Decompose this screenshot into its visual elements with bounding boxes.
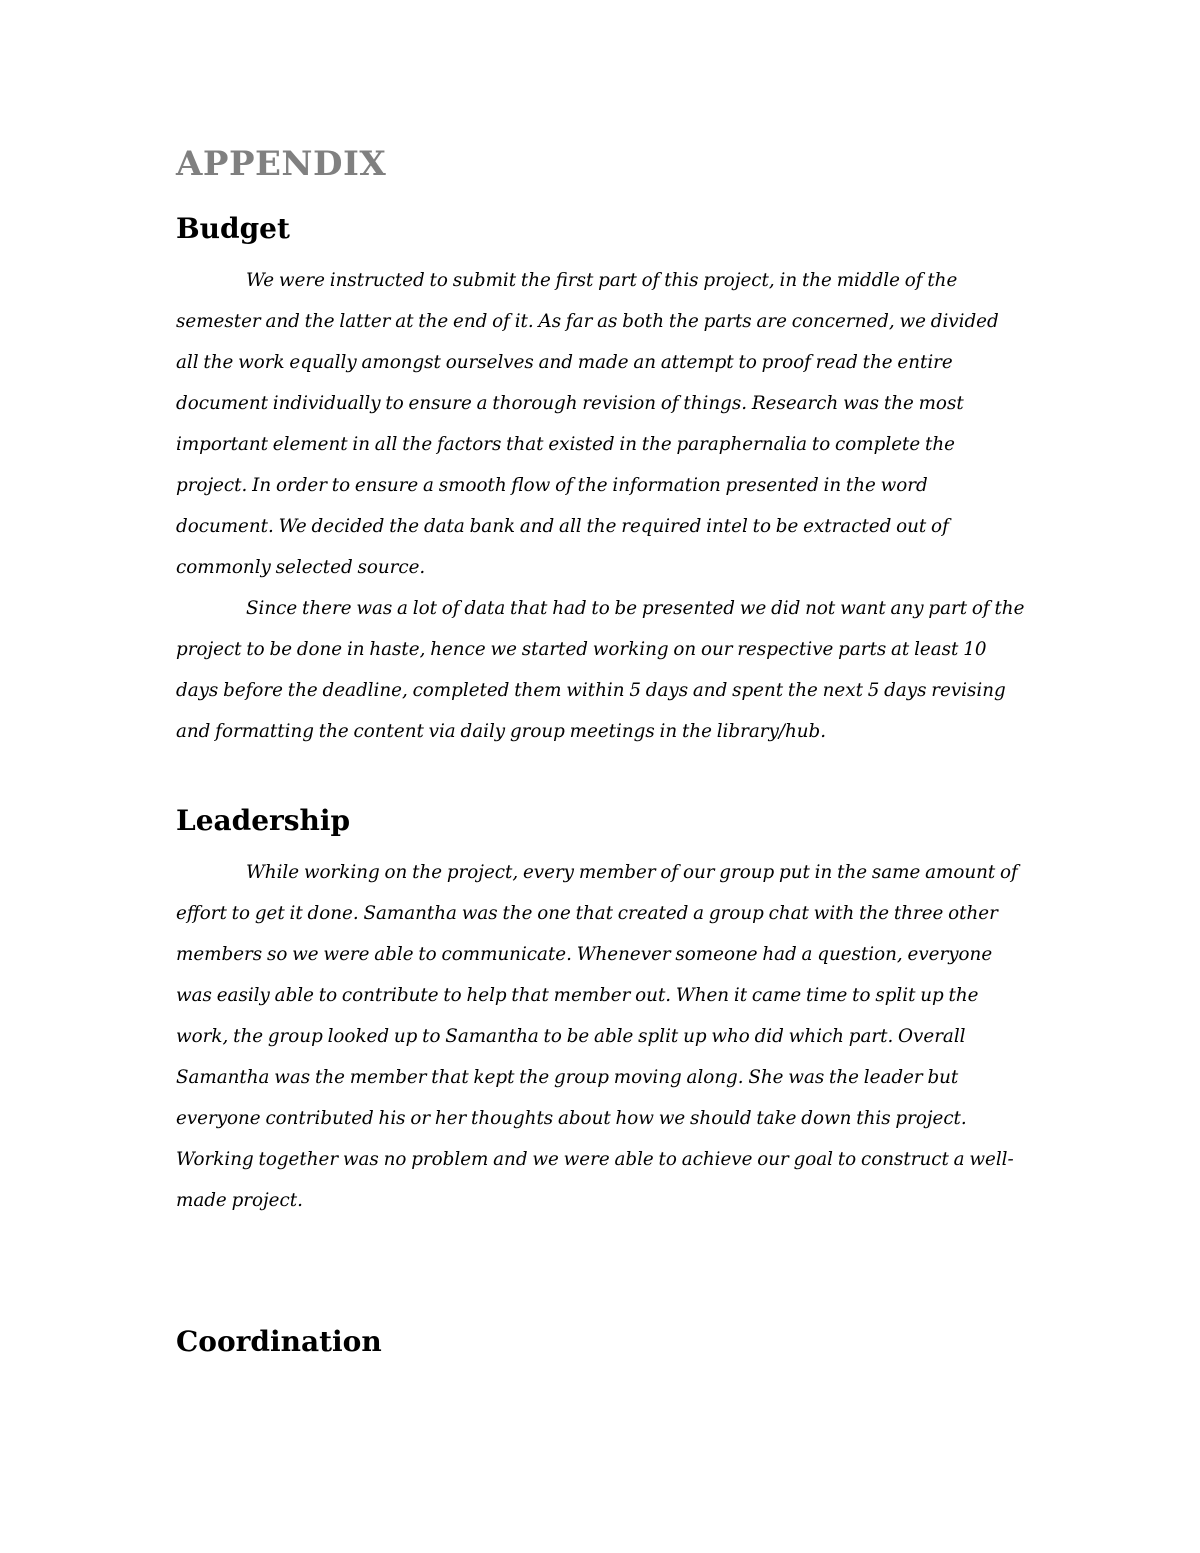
coordination-heading: Coordination xyxy=(176,1325,382,1358)
leadership-paragraph-1: While working on the project, every member of our group put in the same amount of effort to get it done. Samantha was the one that created a group chat with the three other members so we were able to communicate. Whenever someone had a question, everyone was easily able to contribute to help that member out. When it came time to split up the work, the group looked up to Samantha to be able split up who did which part. Overall Samantha was the member that kept the group moving along. She was the leader but everyone contributed his or her thoughts about how we should take down this project. Working together was no problem and we were able to achieve our goal to construct a well-made project. xyxy=(176,862,1018,1211)
budget-paragraph-2: Since there was a lot of data that had to be presented we did not want any part of the project to be done in haste, hence we started working on our respective parts at least 10 days before the deadline, completed them within 5 days and spent the next 5 days revising and formatting the content via daily group meetings in the library/hub. xyxy=(176,598,1025,742)
leadership-heading: Leadership xyxy=(176,804,351,837)
leadership-section xyxy=(176,852,1026,1221)
budget-paragraph-1: We were instructed to submit the first part of this project, in the middle of the semester and the latter at the end of it. As far as both the parts are concerned, we divided all the work equally amongst ourselves and made an attempt to proof read the entire document individually to ensure a thorough revision of things. Research was the most important element in all the factors that existed in the paraphernalia to complete the project. In order to ensure a smooth flow of the information presented in the word document. We decided the data bank and all the required intel to be extracted out of commonly selected source. xyxy=(176,270,999,578)
appendix-title: APPENDIX xyxy=(176,144,387,184)
budget-section xyxy=(176,260,1026,752)
budget-heading: Budget xyxy=(176,212,290,245)
